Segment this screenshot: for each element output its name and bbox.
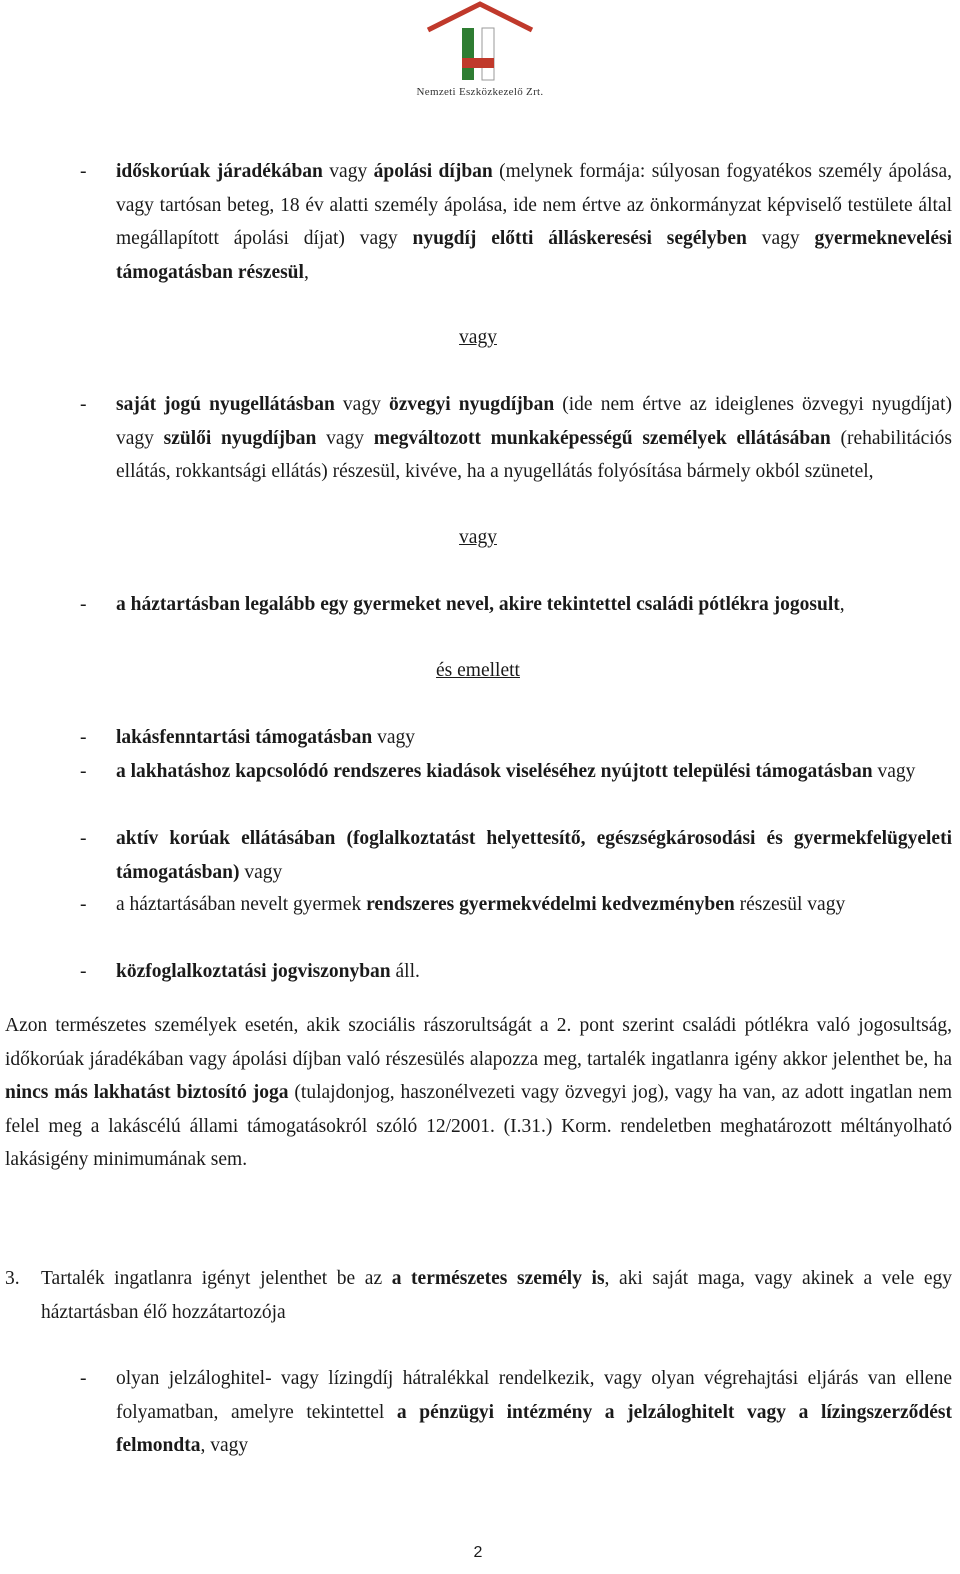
text-run: vagy: [746, 228, 815, 249]
list-item: [116, 755, 952, 789]
bold-text-run: szülői nyugdíjban: [163, 427, 317, 449]
list-dash: -: [80, 894, 87, 915]
bold-text-run: közfoglalkoztatási jogviszonyban: [116, 961, 391, 982]
list-dash: -: [80, 961, 87, 982]
text-run: olyan jelzáloghitel- vagy lízingdíj hátralékkal rendelkezik, vagy olyan végrehajtási eljárás van ellene folyamatban, amelyre tekintettel: [116, 1368, 952, 1423]
bold-text-run: gyermeknevelési támogatásban részesül: [116, 228, 953, 283]
text-run: vagy: [334, 394, 389, 415]
text-run: vagy: [322, 161, 374, 182]
list-item: [116, 388, 952, 489]
bold-text-run: nincs más lakhatást biztosító joga: [5, 1082, 289, 1103]
text-run: vagy: [239, 861, 283, 883]
logo-mark: [422, 0, 538, 86]
company-logo: [392, 0, 568, 108]
section-text: [41, 1262, 952, 1329]
connector-vagy: vagy: [459, 327, 497, 348]
connector-es-emellett: és emellett: [436, 660, 520, 681]
text-run: (rehabilitációs ellátás, rokkantsági ellátás) részesül, kivéve, ha a nyugellátás folyósítása bármely okból szünetel,: [116, 427, 953, 482]
bold-text-run: aktív korúak ellátásában (foglalkoztatást helyettesítő, egészségkárosodási és gyermekfelügyeleti támogatásban): [116, 828, 952, 883]
text-run: a háztartásában nevelt gyermek: [116, 894, 367, 915]
bold-text-run: a természetes személy is: [391, 1268, 605, 1289]
list-dash: -: [80, 1368, 87, 1389]
list-item: [116, 888, 952, 922]
bold-text-run: a lakhatáshoz kapcsolódó rendszeres kiadások viseléséhez nyújtott települési támogatásban: [116, 761, 873, 782]
text-run: (tulajdonjog, haszonélvezeti vagy özvegyi jog), vagy ha van, az adott ingatlan nem felel meg a lakáscélú állami támogatásokról szóló 12/2001. (I.31.) Korm. rendeletben meghatározott méltányolható lakásigény minimumának sem.: [5, 1082, 952, 1170]
text-run: Azon természetes személyek esetén, akik szociális rászorultságát a 2. pont szerint családi pótlékra való jogosultság, időkorúak járadékában vagy ápolási díjban való részesülés alapozza meg, tartalék ingatlanra igény akkor jelenthet be, ha: [5, 1015, 952, 1070]
bold-text-run: megváltozott munkaképességű személyek ellátásában: [373, 427, 831, 449]
bold-text-run: időskorúak járadékában: [116, 161, 323, 182]
connector-vagy: vagy: [459, 527, 497, 548]
list-item: [116, 955, 952, 989]
bold-text-run: nyugdíj előtti álláskeresési segélyben: [412, 228, 747, 249]
text-run: vagy: [372, 727, 416, 748]
list-dash: -: [80, 594, 87, 615]
list-dash: -: [80, 828, 87, 849]
list-dash: -: [80, 161, 87, 182]
text-run: részesül vagy: [734, 894, 846, 915]
bold-text-run: özvegyi nyugdíjban: [388, 394, 555, 415]
text-run: vagy: [872, 761, 916, 782]
text-run: áll.: [390, 961, 420, 982]
text-run: (ide nem értve az ideiglenes özvegyi nyugdíjat) vagy: [116, 394, 952, 449]
body-paragraph: [5, 1009, 952, 1177]
list-item: [116, 588, 952, 622]
bold-text-run: rendszeres gyermekvédelmi kedvezményben: [366, 894, 735, 915]
list-dash: -: [80, 394, 87, 415]
section-number: 3.: [5, 1268, 20, 1289]
bold-text-run: lakásfenntartási támogatásban: [116, 727, 373, 748]
list-item: [116, 822, 952, 889]
bold-text-run: a háztartásban legalább egy gyermeket nevel, akire tekintettel családi pótlékra jogosult: [116, 594, 840, 615]
list-dash: -: [80, 727, 87, 748]
bold-text-run: a pénzügyi intézmény a jelzáloghitelt vagy a lízingszerződést felmondta: [116, 1401, 952, 1456]
text-run: Tartalék ingatlanra igényt jelenthet be az: [41, 1268, 392, 1289]
list-item: [116, 721, 952, 755]
text-run: vagy: [316, 427, 374, 449]
logo-text: Nemzeti Eszközkezelő Zrt.: [416, 86, 544, 98]
bold-text-run: saját jogú nyugellátásban: [116, 394, 335, 415]
text-run: , aki saját maga, vagy akinek a vele egy háztartásban élő hozzátartozója: [41, 1268, 952, 1323]
list-item: [116, 155, 952, 289]
text-run: ,: [839, 594, 845, 615]
list-dash: -: [80, 761, 87, 782]
text-run: ,: [303, 261, 309, 283]
bold-text-run: ápolási díjban: [373, 161, 493, 182]
text-run: (melynek formája: súlyosan fogyatékos személy ápolása, vagy tartósan beteg, 18 év alatti személy ápolása, ide nem értve az önkormányzat képviselő testülete által megállapított ápolási díjat) vagy: [116, 161, 952, 249]
list-item: [116, 1362, 952, 1463]
page-number: 2: [473, 1544, 483, 1561]
text-run: , vagy: [200, 1435, 249, 1456]
